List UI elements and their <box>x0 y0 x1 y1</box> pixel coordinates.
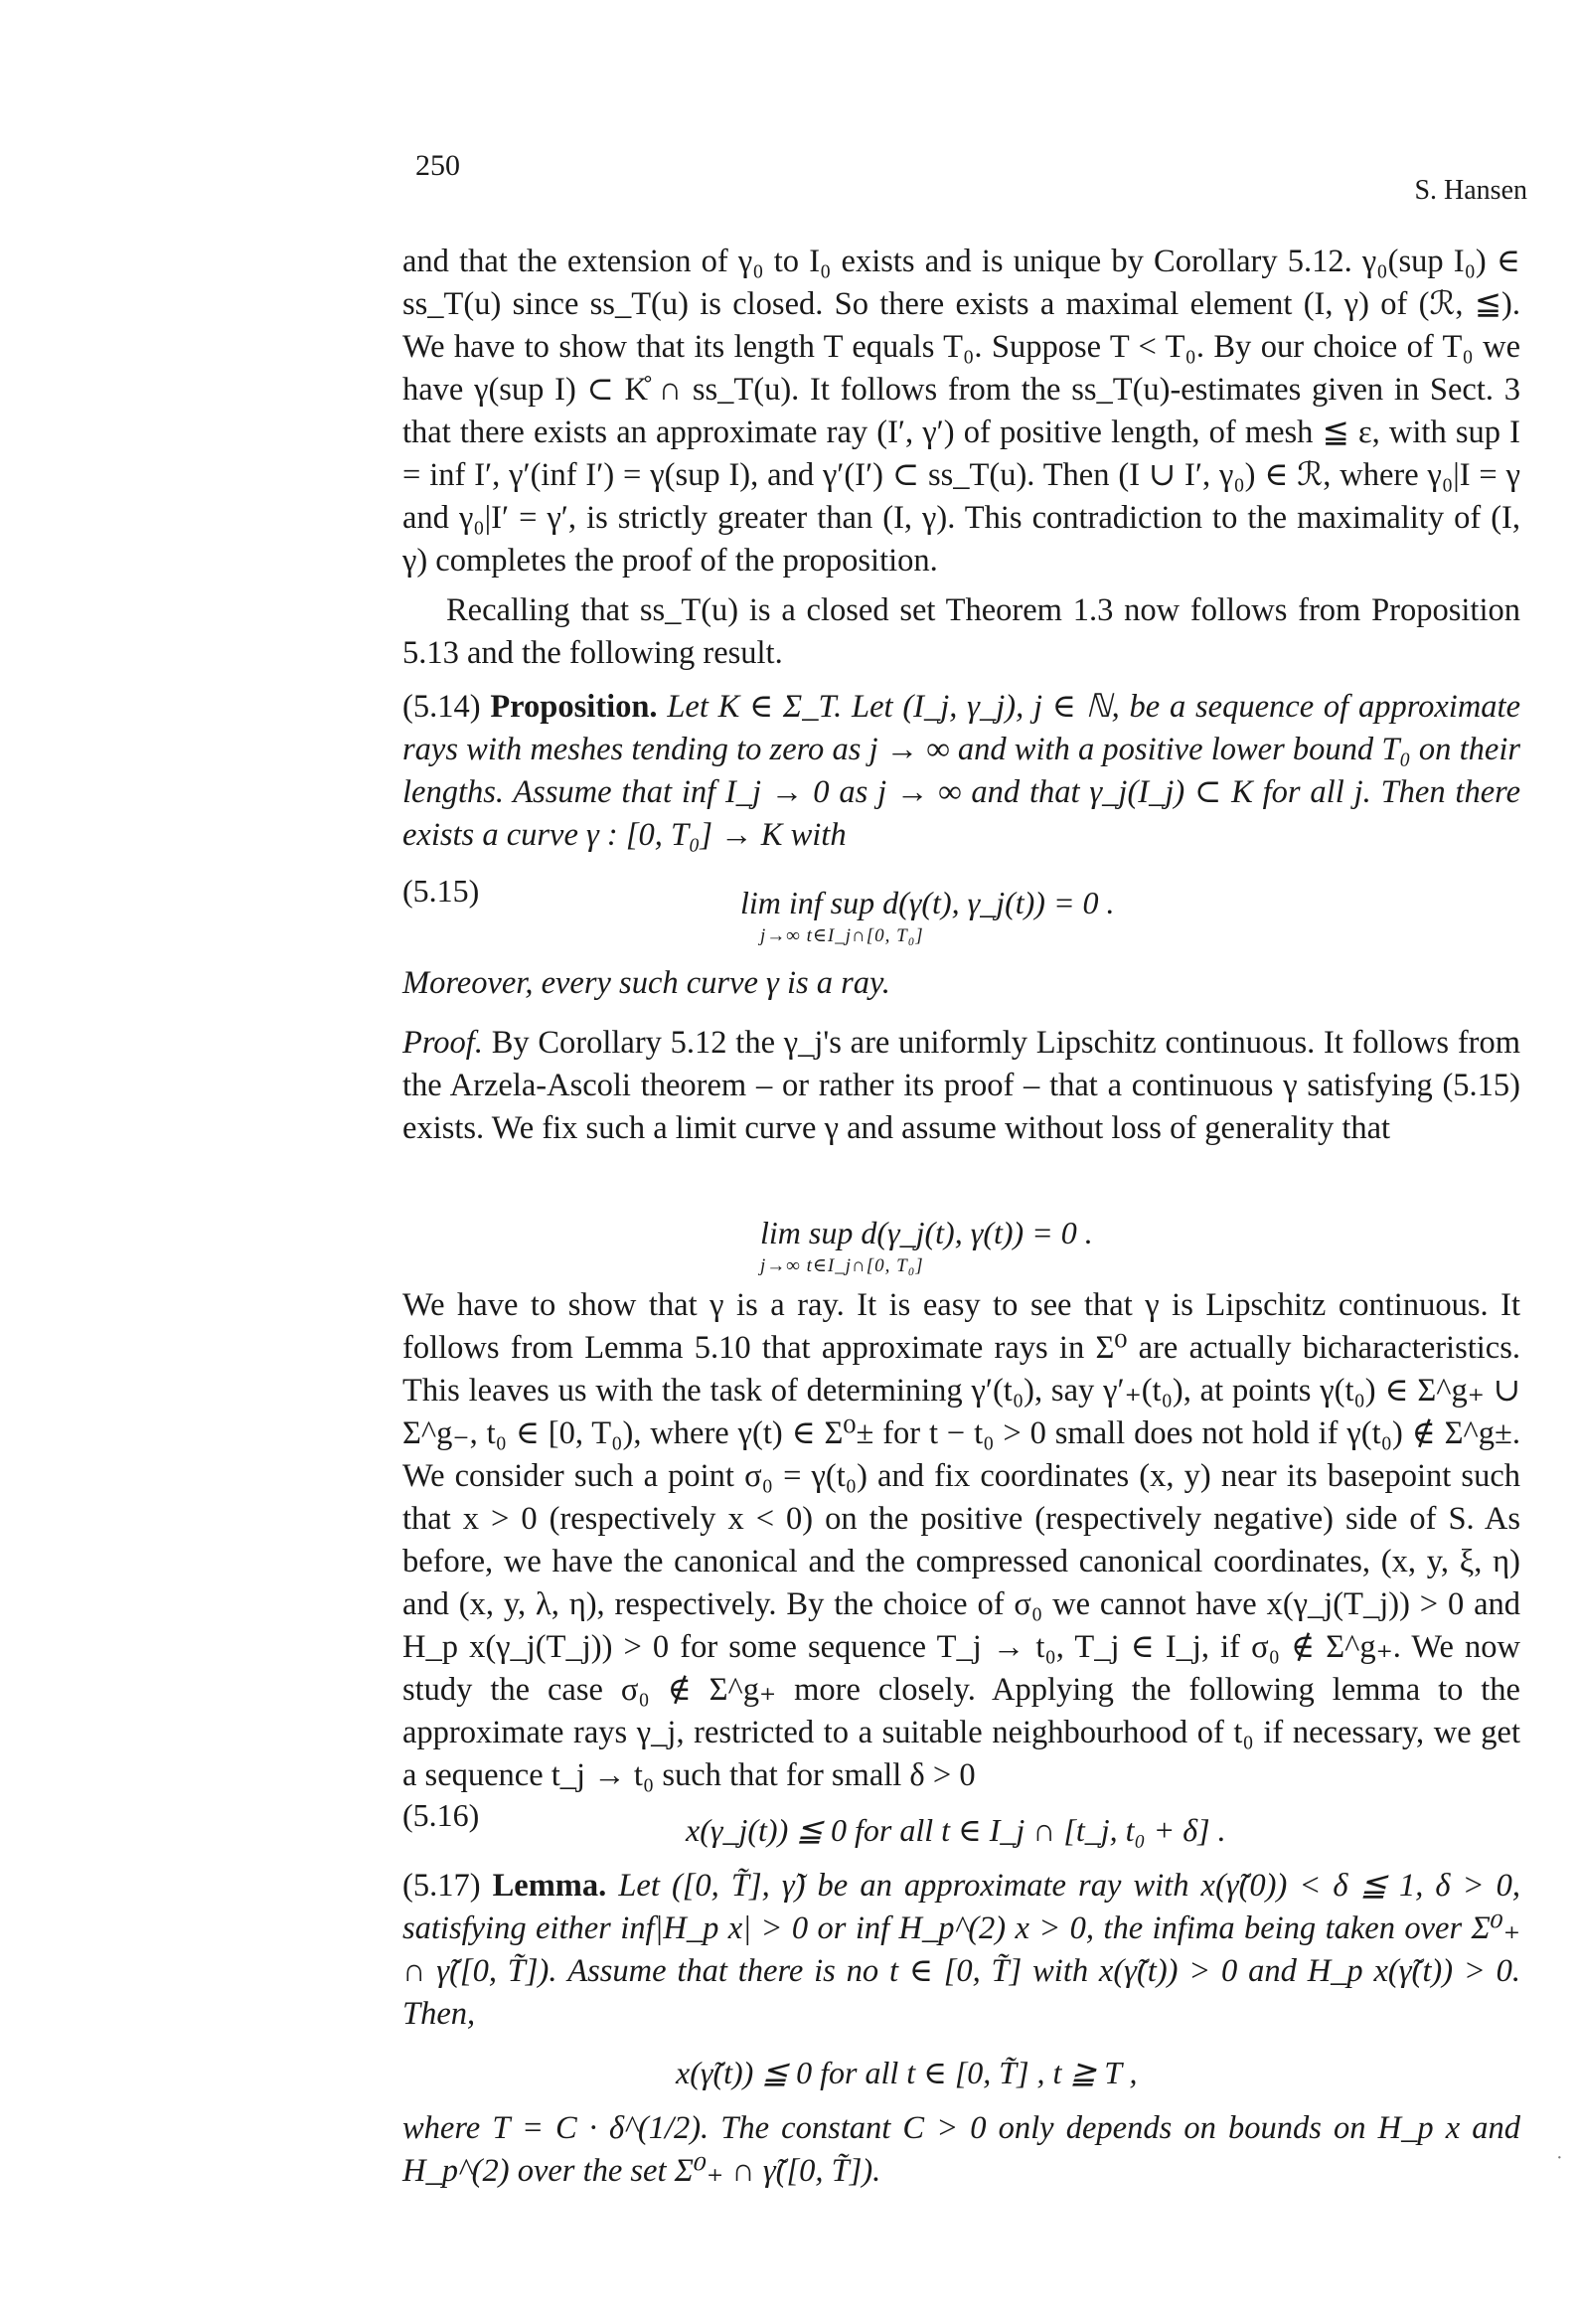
equation-label-5-16: (5.16) <box>402 1797 480 1833</box>
equation-lemma: x(γ̃(t)) ≦ 0 for all t ∈ [0, T̃] , t ≧ T , <box>676 2055 1138 2090</box>
proof-heading: Proof. <box>402 1025 483 1061</box>
proposition-heading: Proposition. <box>490 689 658 725</box>
lemma-heading: Lemma. <box>492 1868 607 1904</box>
paragraph-text: Recalling that ss_T(u) is a closed set Theorem 1.3 now follows from Proposition 5.13 and the following result. <box>402 592 1520 671</box>
equation-5-15-subscript: j→∞ t∈I_j∩[0, T₀] <box>760 925 924 946</box>
paragraph-text: and that the extension of γ₀ to I₀ exists and is unique by Corollary 5.12. γ₀(sup I₀) ∈ ss_T(u) since ss_T(u) is closed. So there exists a maximal element (I, γ) of (ℛ, ≦). We have to show that its length T equals T₀. Suppose T < T₀. By our choice of T₀ we have γ(sup I) ⊂ K̊ ∩ ss_T(u). It follows from the ss_T(u)-estimates given in Sect. 3 that there exists an approximate ray (I′, γ′) of positive length, of mesh ≦ ε, with sup I = inf I′, γ′(inf I′) = γ(sup I), and γ′(I′) ⊂ ss_T(u). Then (I ∪ I′, γ₀) ∈ ℛ, where γ₀|I = γ and γ₀|I′ = γ′, is strictly greater than (I, γ). This contradiction to the maximality of (I, γ) completes the proof of the proposition. <box>402 244 1520 579</box>
lemma-conclusion: where T = C · δ^(1/2). The constant C > 0 only depends on bounds on H_p x and H_p^(2) over the set Σ⁰₊ ∩ γ̃([0, T̃]). <box>402 2110 1520 2189</box>
paragraph-recalling <box>402 589 1520 675</box>
running-head: S. Hansen <box>1414 175 1527 206</box>
equation-limit: lim sup d(γ_j(t), γ(t)) = 0 . <box>760 1215 1093 1250</box>
paragraph-text: We have to show that γ is a ray. It is easy to see that γ is Lipschitz continuous. It follows from Lemma 5.10 that approximate rays in Σ⁰ are actually bicharacteristics. This leaves us with the task of determining γ′(t₀), say γ′₊(t₀), at points γ(t₀) ∈ Σ^g₊ ∪ Σ^g₋, t₀ ∈ [0, T₀), where γ(t) ∈ Σ⁰± for t − t₀ > 0 small does not hold if γ(t₀) ∉ Σ^g±. We consider such a point σ₀ = γ(t₀) and fix coordinates (x, y) near its basepoint such that x > 0 (respectively x < 0) on the positive (respectively negative) side of S. As before, we have the canonical and the compressed canonical coordinates, (x, y, ξ, η) and (x, y, λ, η), respectively. By the choice of σ₀ we cannot have x(γ_j(T_j)) > 0 and H_p x(γ_j(T_j)) > 0 for some sequence T_j → t₀, T_j ∈ I_j, if σ₀ ∉ Σ^g₊. We now study the case σ₀ ∉ Σ^g₊ more closely. Applying the following lemma to the approximate rays γ_j, restricted to a suitable neighbourhood of t₀ if necessary, we get a sequence t_j → t₀ such that for small δ > 0 <box>402 1287 1520 1793</box>
proposition-text: Let K ∈ Σ_T. Let (I_j, γ_j), j ∈ ℕ, be a sequence of approximate rays with meshes tending to zero as j → ∞ and with a positive lower bound T₀ on their lengths. Assume that inf I_j → 0 as j → ∞ and that γ_j(I_j) ⊂ K for all j. Then there exists a curve γ : [0, T₀] → K with <box>402 689 1521 853</box>
moreover-statement: Moreover, every such curve γ is a ray. <box>402 965 890 1001</box>
equation-limit-subscript: j→∞ t∈I_j∩[0, T₀] <box>760 1255 924 1276</box>
lemma-text: Let ([0, T̃], γ̃) be an approximate ray with x(γ̃(0)) < δ ≦ 1, δ > 0, satisfying either inf|H_p x| > 0 or inf H_p^(2) x > 0, the infima being taken over Σ⁰₊ ∩ γ̃([0, T̃]). Assume that there is no t ∈ [0, T̃] with x(γ̃(t)) > 0 and H_p x(γ̃(t)) > 0. Then, <box>402 1868 1520 2032</box>
equation-5-15: lim inf sup d(γ(t), γ_j(t)) = 0 . <box>740 885 1115 920</box>
proof-text: By Corollary 5.12 the γ_j's are uniformly Lipschitz continuous. It follows from the Arzela-Ascoli theorem – or rather its proof – that a continuous γ satisfying (5.15) exists. We fix such a limit curve γ and assume without loss of generality that <box>402 1025 1520 1146</box>
proposition-5-14 <box>402 686 1520 857</box>
equation-5-16: x(γ_j(t)) ≦ 0 for all t ∈ I_j ∩ [t_j, t₀ + δ] . <box>686 1812 1226 1848</box>
lemma-label: (5.17) <box>402 1868 481 1904</box>
page-number: 250 <box>415 149 460 182</box>
lemma-5-17 <box>402 1865 1520 2036</box>
proposition-label: (5.14) <box>402 689 481 725</box>
proof-paragraph <box>402 1022 1520 1150</box>
equation-label-5-15: (5.15) <box>402 873 480 909</box>
paragraph-proof-continuation <box>402 241 1520 582</box>
margin-mark: · <box>1556 2147 1563 2169</box>
paragraph-ray-argument <box>402 1284 1520 1797</box>
